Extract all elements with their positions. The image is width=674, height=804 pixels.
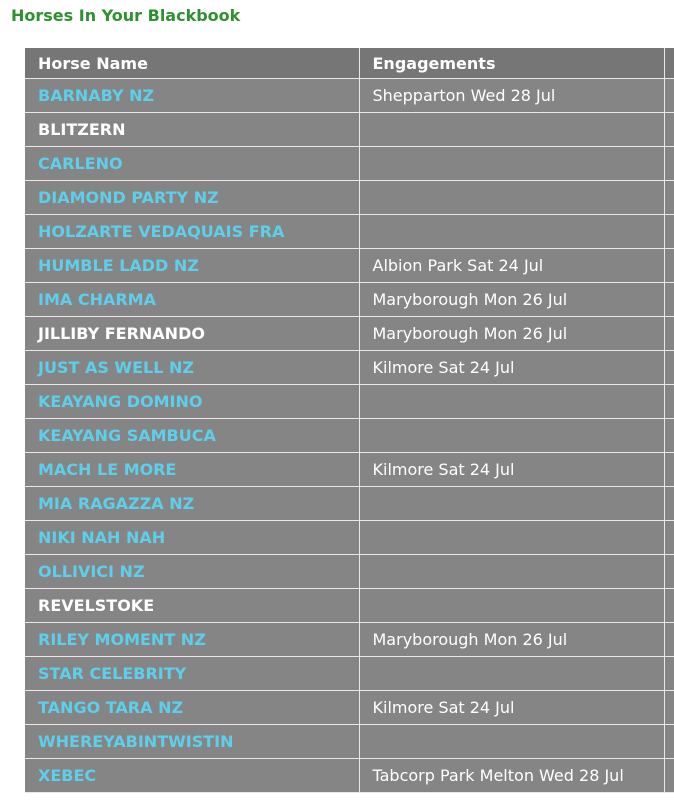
engagement-cell [359, 555, 664, 589]
engagement-cell: Shepparton Wed 28 Jul [359, 79, 664, 113]
table-row [25, 623, 674, 657]
extra-cell [664, 555, 674, 589]
table-row [25, 215, 674, 249]
table-row [25, 181, 674, 215]
engagement-cell [359, 657, 664, 691]
engagement-cell [359, 113, 664, 147]
horse-name-link[interactable]: TANGO TARA NZ [25, 691, 359, 725]
table-row [25, 691, 674, 725]
table-row [25, 249, 674, 283]
blackbook-table [25, 48, 674, 793]
table-row [25, 79, 674, 113]
engagement-cell [359, 215, 664, 249]
engagement-cell [359, 521, 664, 555]
extra-cell [664, 521, 674, 555]
extra-cell [664, 759, 674, 793]
horse-name: JILLIBY FERNANDO [25, 317, 359, 351]
extra-cell [664, 657, 674, 691]
table-row [25, 657, 674, 691]
table-header-row [25, 48, 674, 79]
horse-name-link[interactable]: HUMBLE LADD NZ [25, 249, 359, 283]
horse-name-link[interactable]: JUST AS WELL NZ [25, 351, 359, 385]
table-row [25, 147, 674, 181]
horse-name-link[interactable]: NIKI NAH NAH [25, 521, 359, 555]
table-row [25, 351, 674, 385]
horse-name-link[interactable]: BARNABY NZ [25, 79, 359, 113]
engagement-cell [359, 725, 664, 759]
horse-name: REVELSTOKE [25, 589, 359, 623]
horse-name-link[interactable]: MACH LE MORE [25, 453, 359, 487]
table-row [25, 113, 674, 147]
horse-name-link[interactable]: IMA CHARMA [25, 283, 359, 317]
extra-cell [664, 283, 674, 317]
engagement-cell [359, 181, 664, 215]
engagement-cell: Maryborough Mon 26 Jul [359, 283, 664, 317]
engagement-cell: Kilmore Sat 24 Jul [359, 691, 664, 725]
table-row [25, 555, 674, 589]
horse-name-link[interactable]: STAR CELEBRITY [25, 657, 359, 691]
extra-cell [664, 589, 674, 623]
engagement-cell: Albion Park Sat 24 Jul [359, 249, 664, 283]
table-body [25, 79, 674, 793]
horse-name-link[interactable]: HOLZARTE VEDAQUAIS FRA [25, 215, 359, 249]
horse-name-link[interactable]: RILEY MOMENT NZ [25, 623, 359, 657]
extra-cell [664, 419, 674, 453]
table-row [25, 419, 674, 453]
table-row [25, 385, 674, 419]
engagement-cell: Tabcorp Park Melton Wed 28 Jul [359, 759, 664, 793]
table-row [25, 589, 674, 623]
table-row [25, 317, 674, 351]
horse-name-link[interactable]: XEBEC [25, 759, 359, 793]
table-row [25, 283, 674, 317]
horse-name-link[interactable]: DIAMOND PARTY NZ [25, 181, 359, 215]
extra-cell [664, 453, 674, 487]
engagement-cell [359, 385, 664, 419]
engagement-cell: Kilmore Sat 24 Jul [359, 453, 664, 487]
table-row [25, 521, 674, 555]
extra-cell [664, 181, 674, 215]
column-header-extra [664, 48, 674, 79]
extra-cell [664, 725, 674, 759]
engagement-cell: Maryborough Mon 26 Jul [359, 317, 664, 351]
extra-cell [664, 79, 674, 113]
extra-cell [664, 113, 674, 147]
horse-name-link[interactable]: CARLENO [25, 147, 359, 181]
column-header-engagements[interactable]: Engagements [359, 48, 664, 79]
extra-cell [664, 487, 674, 521]
page-title: Horses In Your Blackbook [11, 6, 241, 25]
extra-cell [664, 215, 674, 249]
engagement-cell [359, 147, 664, 181]
extra-cell [664, 351, 674, 385]
horse-name-link[interactable]: KEAYANG SAMBUCA [25, 419, 359, 453]
extra-cell [664, 385, 674, 419]
engagement-cell [359, 589, 664, 623]
horse-name-link[interactable]: KEAYANG DOMINO [25, 385, 359, 419]
table-row [25, 453, 674, 487]
extra-cell [664, 623, 674, 657]
horse-name-link[interactable]: WHEREYABINTWISTIN [25, 725, 359, 759]
engagement-cell: Kilmore Sat 24 Jul [359, 351, 664, 385]
extra-cell [664, 691, 674, 725]
horse-name-link[interactable]: OLLIVICI NZ [25, 555, 359, 589]
horse-name: BLITZERN [25, 113, 359, 147]
horse-name-link[interactable]: MIA RAGAZZA NZ [25, 487, 359, 521]
extra-cell [664, 147, 674, 181]
engagement-cell [359, 419, 664, 453]
extra-cell [664, 317, 674, 351]
column-header-horse-name[interactable]: Horse Name [25, 48, 359, 79]
table-row [25, 725, 674, 759]
table-row [25, 487, 674, 521]
extra-cell [664, 249, 674, 283]
table-row [25, 759, 674, 793]
engagement-cell [359, 487, 664, 521]
engagement-cell: Maryborough Mon 26 Jul [359, 623, 664, 657]
